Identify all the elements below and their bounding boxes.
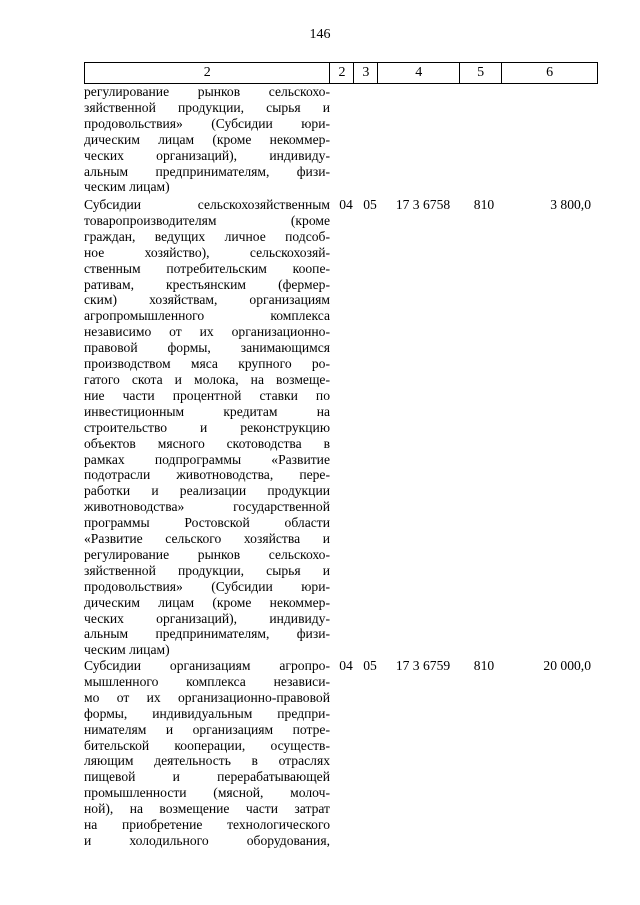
description-line: зяйственной продукции, сырья и	[84, 562, 330, 578]
row-expense-type: 810	[473, 658, 495, 673]
description-line: строительство и реконструкцию	[84, 419, 330, 435]
description-line: ное хозяйство), сельскохозяй-	[84, 244, 330, 260]
description-line: правовой формы, занимающимся	[84, 340, 330, 356]
description-line: ческих организаций), индивиду-	[84, 610, 330, 626]
description-line: ной), на возмещение части затрат	[84, 801, 330, 817]
header-col-description: 2	[85, 63, 330, 84]
description-line: и холодильного оборудования,	[84, 832, 330, 848]
description-line: ляющим деятельность в отраслях	[84, 753, 330, 769]
description-line: альным предпринимателям, физи-	[84, 626, 330, 642]
description-line: Субсидии организациям агропро-	[84, 658, 330, 673]
description-line: животноводства» государственной	[84, 499, 330, 515]
header-col-expense-type: 5	[460, 63, 502, 84]
description-line: ческим лицам)	[84, 642, 170, 658]
row-subchapter: 05	[363, 197, 377, 212]
row-target-code: 17 3 6759	[395, 658, 451, 673]
row-description	[84, 84, 330, 197]
description-line: Субсидии сельскохозяйственным	[84, 197, 330, 212]
page-number: 146	[309, 27, 331, 42]
description-line: программы Ростовской области	[84, 515, 330, 531]
table-row	[84, 84, 598, 197]
description-line: ративам, крестьянским (фермер-	[84, 276, 330, 292]
description-line: рамках подпрограммы «Развитие	[84, 451, 330, 467]
description-line: ческим лицам)	[84, 179, 170, 195]
table-row	[84, 658, 598, 849]
header-col-chapter: 2	[330, 63, 354, 84]
row-target-code: 17 3 6758	[395, 197, 451, 212]
description-line: подотрасли животноводства, пере-	[84, 467, 330, 483]
header-col-sum: 6	[502, 63, 598, 84]
row-expense-type: 810	[473, 197, 495, 212]
description-line: формы, индивидуальным предпри-	[84, 705, 330, 721]
description-line: производством мяса крупного ро-	[84, 356, 330, 372]
row-description	[84, 658, 330, 849]
description-line: «Развитие сельского хозяйства и	[84, 531, 330, 547]
description-line: гатого скота и молока, на возмеще-	[84, 371, 330, 387]
description-line: дическим лицам (кроме некоммер-	[84, 131, 330, 147]
description-line: зяйственной продукции, сырья и	[84, 99, 330, 115]
description-line: мышленного комплекса независи-	[84, 673, 330, 689]
description-line: нимателям и организациям потре-	[84, 721, 330, 737]
row-chapter: 04	[339, 658, 353, 673]
description-line: ние части процентной ставки по	[84, 387, 330, 403]
description-line: товаропроизводителям (кроме	[84, 212, 330, 228]
description-line: мо от их организационно-правовой	[84, 689, 330, 705]
description-line: на приобретение технологического	[84, 817, 330, 833]
description-line: бительской кооперации, осуществ-	[84, 737, 330, 753]
budget-table-body	[84, 84, 598, 849]
header-col-subchapter: 3	[354, 63, 378, 84]
description-line: пищевой и перерабатывающей	[84, 769, 330, 785]
description-line: продовольствия» (Субсидии юри-	[84, 115, 330, 131]
description-line: регулирование рынков сельскохо-	[84, 546, 330, 562]
row-chapter: 04	[339, 197, 353, 212]
description-line: независимо от их организационно-	[84, 324, 330, 340]
description-line: дическим лицам (кроме некоммер-	[84, 594, 330, 610]
description-line: граждан, ведущих личное подсоб-	[84, 228, 330, 244]
row-sum: 20 000,0	[543, 658, 591, 673]
description-line: промышленности (мясной, молоч-	[84, 785, 330, 801]
row-sum: 3 800,0	[550, 197, 591, 212]
description-line: продовольствия» (Субсидии юри-	[84, 578, 330, 594]
description-line: ственным потребительским коопе-	[84, 260, 330, 276]
description-line: ским) хозяйствам, организациям	[84, 292, 330, 308]
column-header-row	[84, 62, 598, 84]
header-col-target-code: 4	[378, 63, 460, 84]
description-line: инвестиционным кредитам на	[84, 403, 330, 419]
description-line: альным предпринимателям, физи-	[84, 163, 330, 179]
description-line: регулирование рынков сельскохо-	[84, 84, 330, 99]
row-subchapter: 05	[363, 658, 377, 673]
description-line: объектов мясного скотоводства в	[84, 435, 330, 451]
description-line: агропромышленного комплекса	[84, 308, 330, 324]
description-line: ческих организаций), индивиду-	[84, 147, 330, 163]
description-line: работки и реализации продукции	[84, 483, 330, 499]
row-description	[84, 197, 330, 658]
table-row	[84, 197, 598, 658]
